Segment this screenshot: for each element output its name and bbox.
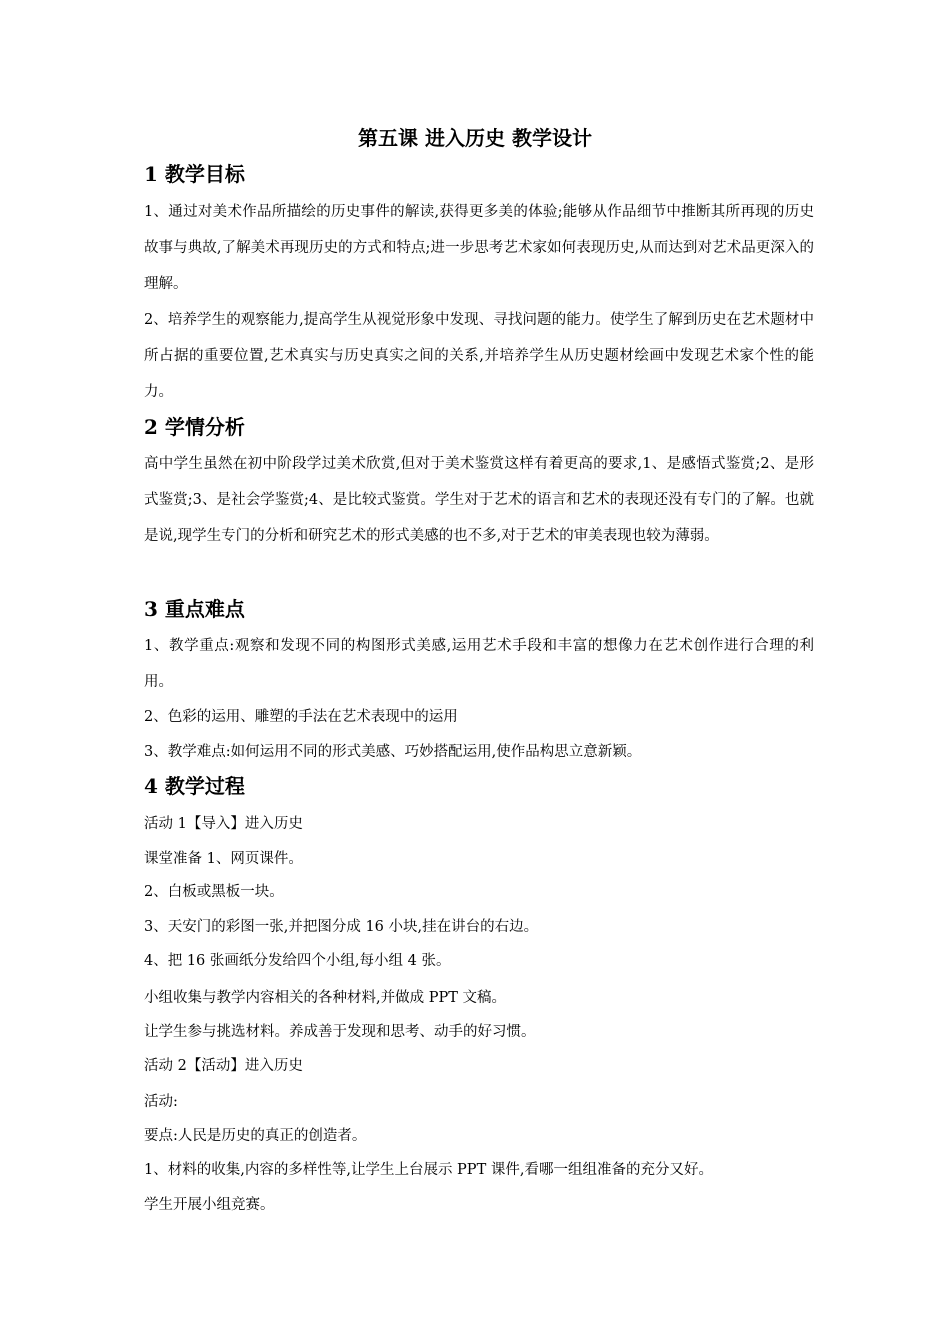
keypoints-line-2: 2、色彩的运用、雕塑的手法在艺术表现中的运用 <box>144 709 458 725</box>
process-line: 2、白板或黑板一块。 <box>144 884 284 900</box>
page-title: 第五课 进入历史 教学设计 <box>358 126 592 150</box>
process-line: 要点:人民是历史的真正的创造者。 <box>144 1128 367 1144</box>
goals-paragraph-2: 2、培养学生的观察能力,提高学生从视觉形象中发现、寻找问题的能力。使学生了解到历史在艺术题材中所占据的重要位置,艺术真实与历史真实之间的关系,并培养学生从历史题材绘画中发现艺术家个性的能力。 <box>144 312 814 400</box>
section-heading-goals: 1 教学目标 <box>144 162 245 186</box>
process-line: 3、天安门的彩图一张,并把图分成 16 小块,挂在讲台的右边。 <box>144 919 539 935</box>
process-line: 小组收集与教学内容相关的各种材料,并做成 PPT 文稿。 <box>144 990 507 1006</box>
section-heading-process: 4 教学过程 <box>144 774 245 798</box>
analysis-paragraph-1: 高中学生虽然在初中阶段学过美术欣赏,但对于美术鉴赏这样有着更高的要求,1、是感悟式鉴赏;2、是形式鉴赏;3、是社会学鉴赏;4、是比较式鉴赏。学生对于艺术的语言和艺术的表现还没有专门的了解。也就是说,现学生专门的分析和研究艺术的形式美感的也不多,对于艺术的审美表现也较为薄弱。 <box>144 456 814 544</box>
section-heading-keypoints: 3 重点难点 <box>144 597 245 621</box>
keypoints-paragraph-1: 1、教学重点:观察和发现不同的构图形式美感,运用艺术手段和丰富的想像力在艺术创作进行合理的利用。 <box>144 638 814 690</box>
process-line: 4、把 16 张画纸分发给四个小组,每小组 4 张。 <box>144 953 451 969</box>
process-line: 活动 2【活动】进入历史 <box>144 1058 303 1074</box>
process-line: 活动 1【导入】进入历史 <box>144 816 303 832</box>
process-line: 学生开展小组竞赛。 <box>144 1197 275 1213</box>
section-heading-analysis: 2 学情分析 <box>144 415 245 439</box>
process-line: 让学生参与挑选材料。养成善于发现和思考、动手的好习惯。 <box>144 1024 536 1040</box>
goals-paragraph-1: 1、通过对美术作品所描绘的历史事件的解读,获得更多美的体验;能够从作品细节中推断其所再现的历史故事与典故,了解美术再现历史的方式和特点;进一步思考艺术家如何表现历史,从而达到对艺术品更深入的理解。 <box>144 204 814 292</box>
process-line: 1、材料的收集,内容的多样性等,让学生上台展示 PPT 课件,看哪一组组准备的充分又好。 <box>144 1162 713 1178</box>
keypoints-line-3: 3、教学难点:如何运用不同的形式美感、巧妙搭配运用,使作品构思立意新颖。 <box>144 744 642 760</box>
process-line: 活动: <box>144 1094 178 1110</box>
process-line: 课堂准备 1、网页课件。 <box>144 851 303 867</box>
